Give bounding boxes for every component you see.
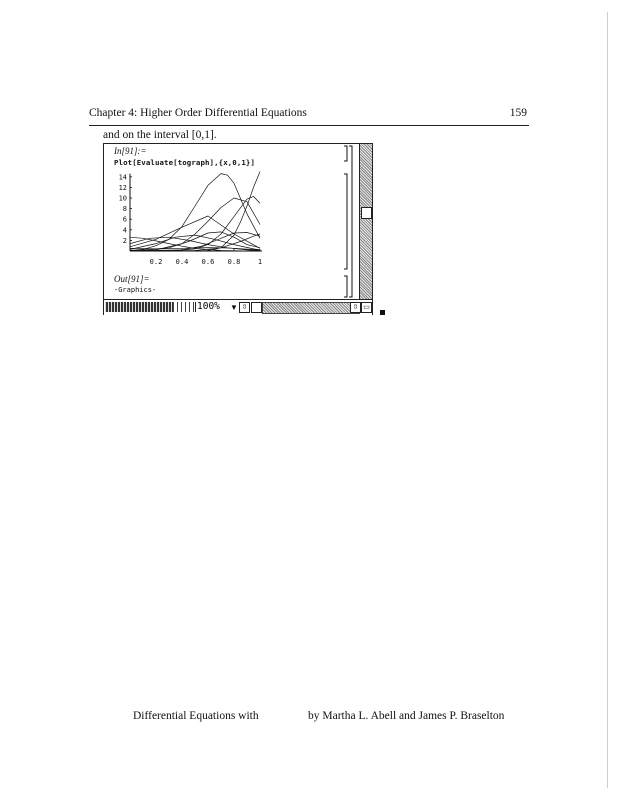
- footer-book-title: Differential Equations with: [133, 710, 259, 722]
- window-status-bar: [104, 299, 372, 315]
- zoom-dropdown-icon[interactable]: ▼: [230, 303, 238, 312]
- y-tick-label: 12: [118, 183, 127, 192]
- chapter-title: Chapter 4: Higher Order Differential Equations: [89, 107, 307, 119]
- page-header: [89, 107, 529, 126]
- y-tick-label: 4: [122, 226, 127, 235]
- scroll-toggle-icon[interactable]: ⇳: [239, 302, 250, 313]
- intro-text: and on the interval [0,1].: [103, 129, 217, 141]
- notebook-content[interactable]: [104, 144, 358, 299]
- vertical-scroll-thumb[interactable]: [361, 207, 372, 219]
- vertical-scrollbar[interactable]: [359, 144, 372, 299]
- page-number: 159: [509, 107, 527, 119]
- notebook-window: [103, 143, 373, 315]
- resize-handle-icon[interactable]: ▭: [361, 302, 372, 313]
- scroll-arrow-icon[interactable]: ⇳: [350, 302, 361, 313]
- plot-graphic: [112, 168, 262, 272]
- x-tick-label: 0.4: [175, 258, 189, 266]
- y-tick-label: 10: [118, 194, 127, 203]
- x-tick-label: 0.2: [149, 258, 163, 266]
- page-edge-rule: [607, 12, 608, 788]
- page-ruler-end: [173, 302, 196, 312]
- y-tick-label: 6: [122, 215, 127, 224]
- input-code[interactable]: Plot[Evaluate[tograph],{x,0,1}]: [114, 158, 256, 167]
- series-line-5: [130, 172, 260, 252]
- page-ruler: [105, 302, 173, 312]
- input-label: In[91]:=: [114, 146, 147, 156]
- end-of-section-mark: [380, 310, 385, 315]
- output-text: -Graphics-: [114, 286, 157, 294]
- blank-button[interactable]: [251, 302, 262, 313]
- x-tick-label: 1: [257, 258, 262, 266]
- x-tick-label: 0.6: [201, 258, 215, 266]
- series-line-1: [130, 216, 260, 248]
- footer-authors: by Martha L. Abell and James P. Braselton: [308, 710, 505, 722]
- y-tick-label: 8: [122, 205, 127, 214]
- y-tick-label: 14: [118, 173, 127, 182]
- y-tick-label: 2: [122, 236, 127, 245]
- cell-brackets[interactable]: [340, 144, 358, 299]
- horizontal-scrollbar[interactable]: [262, 302, 360, 314]
- output-label: Out[91]=: [114, 274, 150, 284]
- zoom-level[interactable]: 100%: [197, 301, 220, 312]
- series-line-4: [130, 196, 260, 251]
- x-tick-label: 0.8: [227, 258, 241, 266]
